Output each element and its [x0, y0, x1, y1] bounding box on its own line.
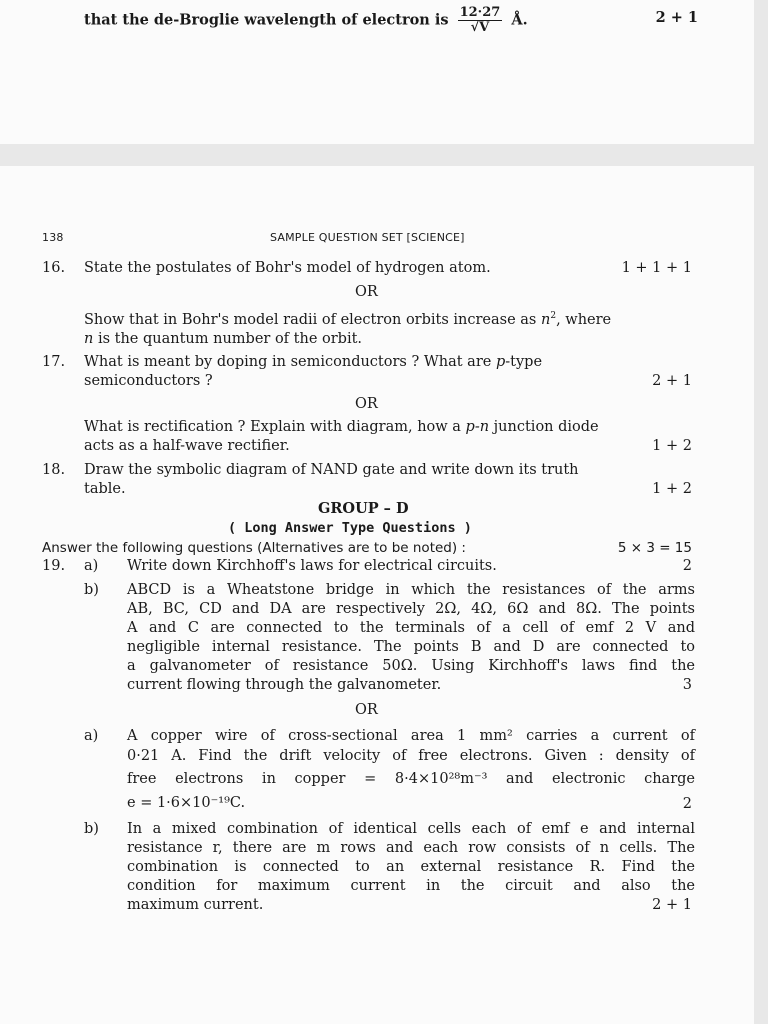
q16-or: OR	[355, 284, 378, 300]
q17-alt-text: What is rectification ? Explain with diagram, how a	[84, 419, 461, 435]
q19-b-line-1: ABCD is a Wheatstone bridge in which the resistances of the arms	[127, 582, 695, 598]
q16-alt-text: Show that in Bohr's model radii of electron orbits increase as	[84, 312, 537, 328]
q19-alt-a-line-4: e = 1·6×10⁻¹⁹C.	[127, 795, 246, 811]
q16-marks: 1 + 1 + 1	[621, 260, 692, 276]
q19-alt-b-line-3: combination is connected to an external resistance R. Find the	[127, 859, 695, 875]
group-d-title: GROUP – D	[318, 500, 409, 517]
q19-b-line-3: A and C are connected to the terminals of a cell of emf 2 V and	[127, 620, 695, 636]
fraction-numerator: 12·27	[459, 5, 501, 20]
q17-alt-marks: 1 + 2	[652, 438, 692, 454]
q16-alt-line2	[84, 329, 362, 349]
q16-alt-sup: 2	[550, 311, 557, 322]
wavelength-line	[84, 6, 528, 35]
q17-alt-line2: acts as a half-wave rectifier.	[84, 438, 290, 454]
q17-number: 17.	[42, 354, 66, 370]
wavelength-text: that the de-Broglie wavelength of electron is	[84, 11, 449, 29]
q19-b-line-6: current flowing through the galvanometer.	[127, 677, 442, 693]
q17-alt-line1	[84, 417, 599, 437]
q19-a-marks: 2	[682, 558, 692, 574]
previous-page-fragment	[0, 0, 754, 144]
q17-line2: semiconductors ?	[84, 373, 213, 389]
group-d-total-marks: 5 × 3 = 15	[617, 540, 692, 556]
q19-b-marks: 3	[682, 677, 692, 693]
q19-alt-b-label: b)	[84, 821, 99, 837]
q17-marks: 2 + 1	[652, 373, 692, 389]
q19-alt-a-line-3: free electrons in copper = 8·4×10²⁸m⁻³ and electronic charge	[127, 771, 695, 787]
group-d-instruction: Answer the following questions (Alternatives are to be noted) :	[42, 540, 466, 556]
q19-alt-b-line-5: maximum current.	[127, 897, 264, 913]
wavelength-unit: Å.	[511, 11, 528, 29]
q18-line1: Draw the symbolic diagram of NAND gate and write down its truth	[84, 462, 579, 478]
q17-ptype: -type	[505, 354, 543, 370]
q16-alt-where: , where	[556, 312, 612, 328]
q19-b-line-2: AB, BC, CD and DA are respectively 2Ω, 4Ω, 6Ω and 8Ω. The points	[127, 601, 695, 617]
q19-alt-b-line-2: resistance r, there are m rows and each row consists of n cells. The	[127, 840, 695, 856]
q19-alt-a-marks: 2	[682, 796, 692, 812]
q17-line1	[84, 352, 695, 372]
q19-alt-b-marks: 2 + 1	[652, 897, 692, 913]
q17-text: What is meant by doping in semiconductors ? What are	[84, 354, 492, 370]
page-title: SAMPLE QUESTION SET [SCIENCE]	[270, 231, 465, 244]
q18-marks: 1 + 2	[652, 481, 692, 497]
q19-b-label: b)	[84, 582, 99, 598]
group-d-subtitle: ( Long Answer Type Questions )	[228, 520, 472, 536]
q16-number: 16.	[42, 260, 66, 276]
q16-alt-line1	[84, 310, 694, 330]
q16-alt-n: n	[540, 312, 551, 328]
q19-alt-b-line-4: condition for maximum current in the circuit and also the	[127, 878, 695, 894]
q19-alt-b-line-1: In a mixed combination of identical cells each of emf e and internal	[127, 821, 695, 837]
q19-a-text: Write down Kirchhoff's laws for electrical circuits.	[127, 558, 497, 574]
marks-prev: 2 + 1	[655, 9, 698, 26]
q19-alt-a-label: a)	[84, 728, 99, 744]
q19-or: OR	[355, 702, 378, 718]
q18-number: 18.	[42, 462, 66, 478]
q19-b-line-5: a galvanometer of resistance 50Ω. Using Kirchhoff's laws find the	[127, 658, 695, 674]
fraction-denominator: √V	[470, 20, 490, 35]
q17-alt-pn: p-n	[465, 419, 490, 435]
q19-a-label: a)	[84, 558, 99, 574]
q19-b-line-4: negligible internal resistance. The points B and D are connected to	[127, 639, 695, 655]
q19-number: 19.	[42, 558, 66, 574]
q17-or: OR	[355, 396, 378, 412]
q19-alt-a-line-1: A copper wire of cross-sectional area 1 mm² carries a current of	[127, 728, 695, 744]
q18-line2: table.	[84, 481, 126, 497]
wavelength-fraction	[458, 6, 503, 35]
question-page	[0, 166, 754, 1024]
q16-text: State the postulates of Bohr's model of hydrogen atom.	[84, 260, 491, 276]
q17-p: p	[495, 354, 506, 370]
q17-alt-junction: junction diode	[489, 419, 599, 435]
q16-alt-n2: n	[84, 331, 94, 347]
page-number: 138	[42, 231, 64, 244]
q19-alt-a-line-2: 0·21 A. Find the drift velocity of free electrons. Given : density of	[127, 748, 695, 764]
q16-alt-line2-text: is the quantum number of the orbit.	[93, 331, 363, 347]
